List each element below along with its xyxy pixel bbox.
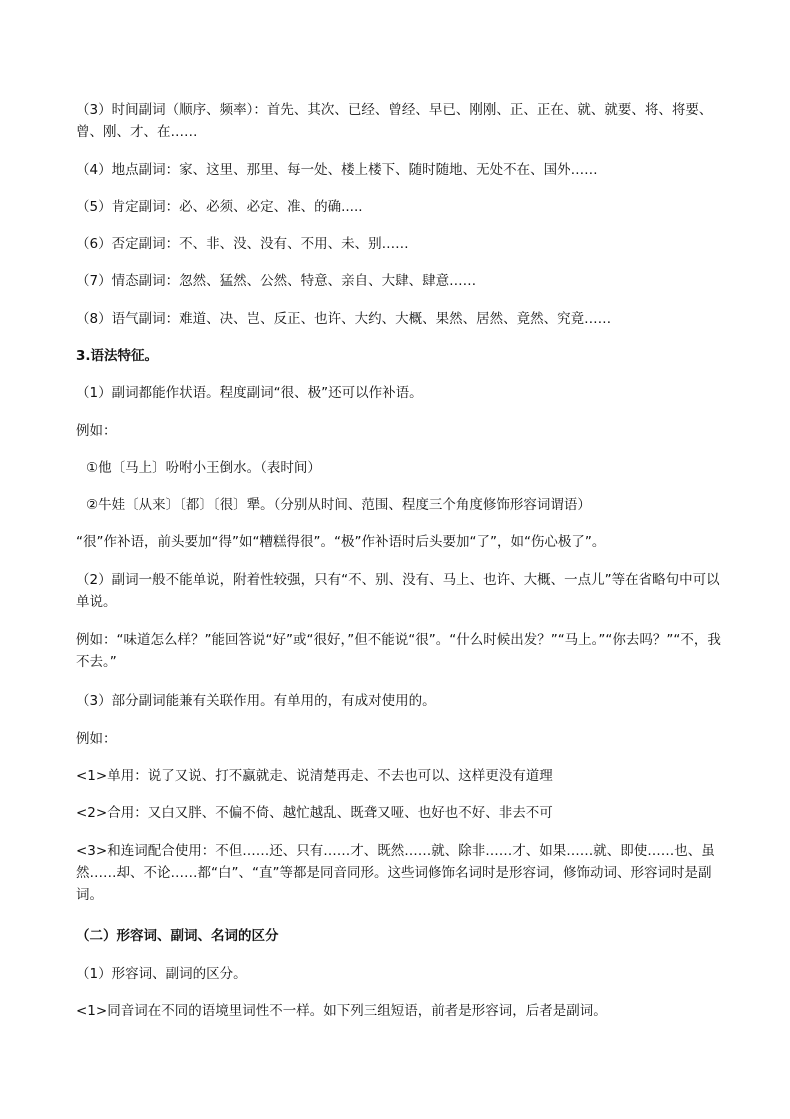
- paragraph-adj-adv-distinction: （1）形容词、副词的区分。: [76, 966, 247, 982]
- paragraph-place-adverbs: （4）地点副词：家、这里、那里、每一处、楼上楼下、随时随地、无处不在、国外……: [76, 162, 598, 178]
- section-heading-grammar-features: 3.语法特征。: [76, 348, 159, 364]
- paragraph-feature-3: （3）部分副词能兼有关联作用。有单用的，有成对使用的。: [76, 693, 436, 709]
- example-item-1: ①他〔马上〕吩咐小王倒水。（表时间）: [86, 460, 321, 476]
- list-item-with-conjunctions: <3>和连词配合使用：不但……还、只有……才、既然……就、除非……才、如果……就、即使……也、虽然……却、不论……都“白”、“直”等都是同音同形。这些词修饰名词时是形容词，修饰动词、形容词时是副词。: [76, 843, 715, 903]
- example-item-2: ②牛娃〔从来〕〔都〕〔很〕犟。（分别从时间、范围、程度三个角度修饰形容词谓语）: [86, 497, 591, 513]
- section-heading-distinction: （二）形容词、副词、名词的区分: [76, 928, 279, 944]
- paragraph-affirmative-adverbs: （5）肯定副词：必、必须、必定、准、的确.....: [76, 199, 363, 215]
- example-label: 例如：: [76, 423, 117, 439]
- paragraph-manner-adverbs: （7）情态副词：忽然、猛然、公然、特意、亲自、大肆、肆意……: [76, 273, 477, 289]
- list-item-single-use: <1>单用：说了又说、打不赢就走、说清楚再走、不去也可以、这样更没有道理: [76, 768, 553, 784]
- paragraph-negative-adverbs: （6）否定副词：不、非、没、没有、不用、未、别……: [76, 236, 409, 252]
- paragraph-modal-adverbs: （8）语气副词：难道、决、岂、反正、也许、大约、大概、果然、居然、竟然、究竟……: [76, 311, 612, 327]
- paragraph-feature-2: （2）副词一般不能单说，附着性较强，只有“不、别、没有、马上、也许、大概、一点儿”等在省略句中可以单说。: [76, 572, 720, 610]
- list-item-combined-use: <2>合用：又白又胖、不偏不倚、越忙越乱、既聋又哑、也好也不好、非去不可: [76, 805, 553, 821]
- paragraph-complement-note: “很”作补语，前头要加“得”如“糟糕得很”。“极”作补语时后头要加“了”，如“伤心极了”。: [76, 534, 606, 550]
- paragraph-feature-1: （1）副词都能作状语。程度副词“很、极”还可以作补语。: [76, 385, 423, 401]
- paragraph-feature-2-example: 例如：“味道怎么样？”能回答说“好”或“很好，”但不能说“很”。“什么时候出发？”“马上。”“你去吗？”“不，我不去。”: [76, 632, 721, 670]
- paragraph-homophone-note: <1>同音词在不同的语境里词性不一样。如下列三组短语，前者是形容词，后者是副词。: [76, 1003, 607, 1019]
- example-label-2: 例如：: [76, 731, 117, 747]
- paragraph-time-adverbs: （3）时间副词（顺序、频率）：首先、其次、已经、曾经、早已、刚刚、正、正在、就、就要、将、将要、曾、刚、才、在……: [76, 102, 713, 140]
